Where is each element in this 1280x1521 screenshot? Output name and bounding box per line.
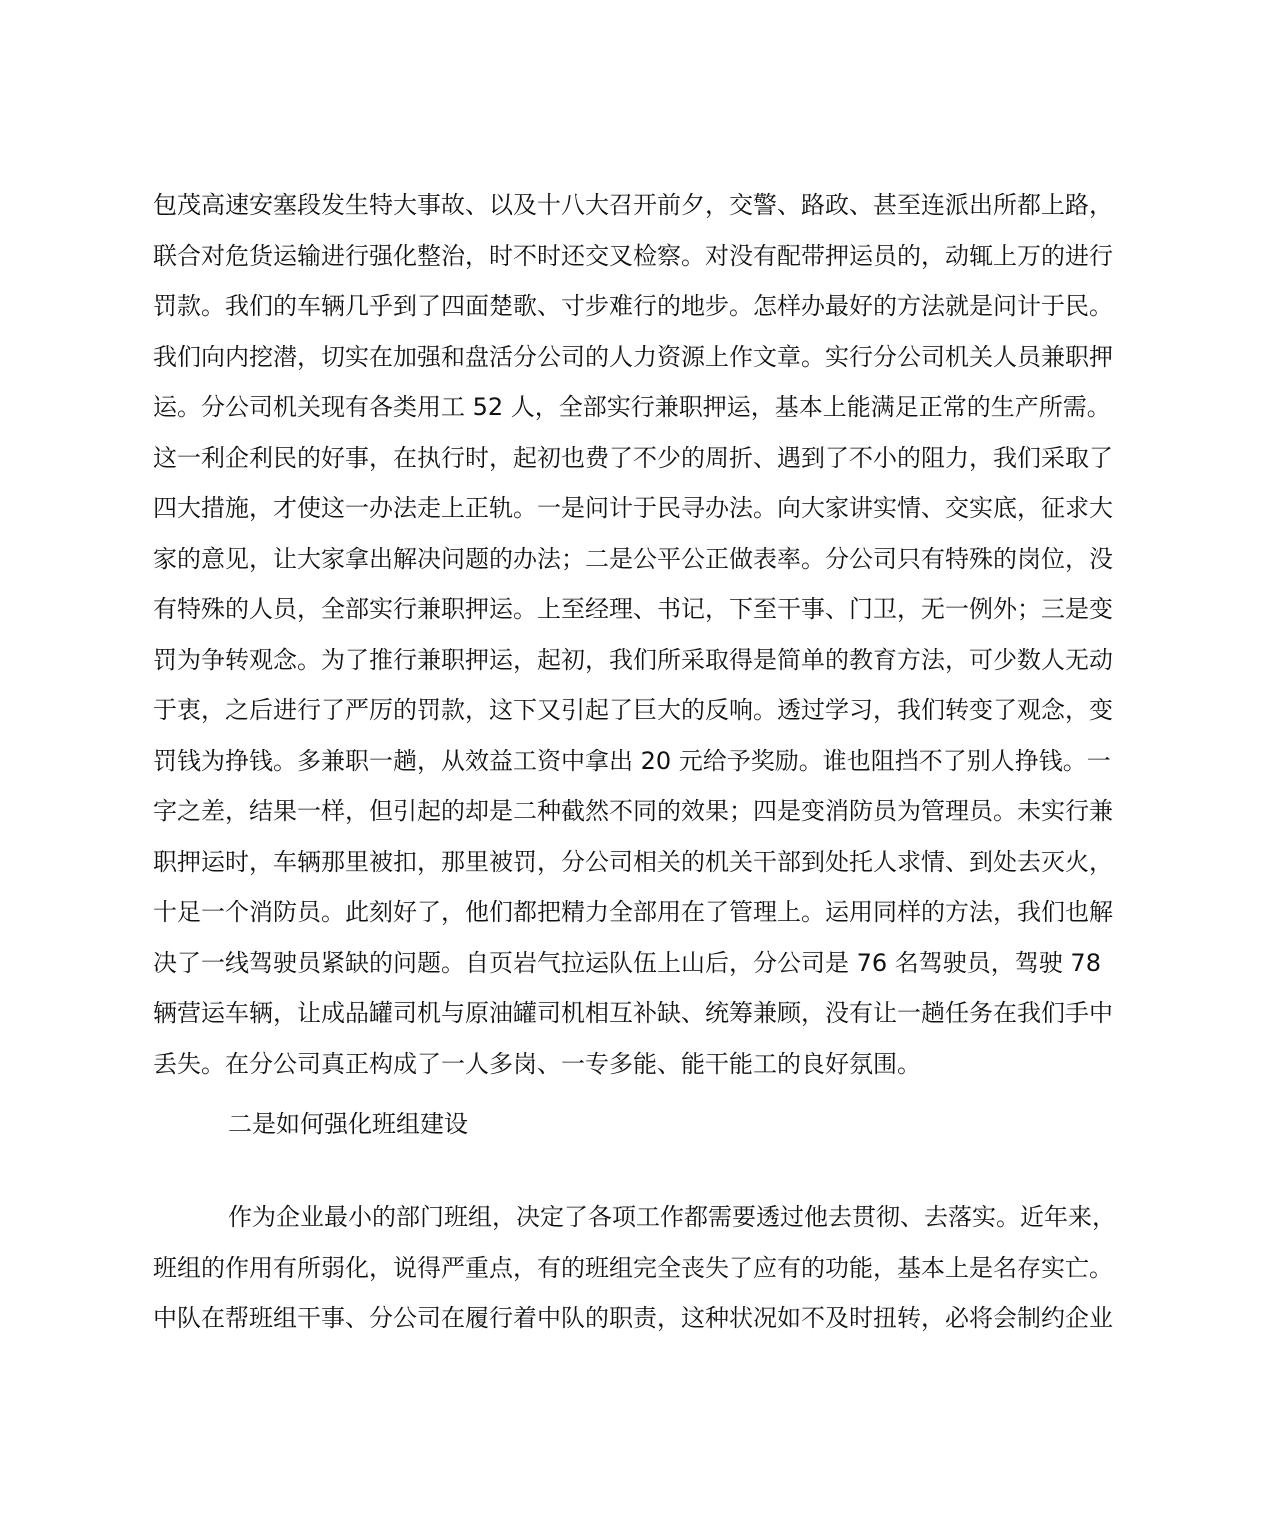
paragraph-line: 联合对危货运输进行强化整治，时不时还交叉检察。对没有配带押运员的，动辄上万的进行 (153, 241, 1113, 270)
paragraph-line: 我们向内挖潜，切实在加强和盘活分公司的人力资源上作文章。实行分公司机关人员兼职押 (153, 342, 1113, 371)
paragraph-line: 丢失。在分公司真正构成了一人多岗、一专多能、能干能工的良好氛围。 (153, 1049, 921, 1078)
paragraph-line: 四大措施，才使这一办法走上正轨。一是问计于民寻办法。向大家讲实情、交实底，征求大 (153, 494, 1113, 522)
paragraph-line: 字之差，结果一样，但引起的却是二种截然不同的效果；四是变消防员为管理员。未实行兼 (153, 797, 1113, 825)
paragraph-line: 中队在帮班组干事、分公司在履行着中队的职责，这种状况如不及时扭转，必将会制约企业 (153, 1304, 1113, 1332)
paragraph-line: 罚款。我们的车辆几乎到了四面楚歌、寸步难行的地步。怎样办最好的方法就是问计于民。 (153, 292, 1113, 320)
paragraph-line: 运。分公司机关现有各类用工 52 人，全部实行兼职押运，基本上能满足正常的生产所需。 (153, 393, 1111, 421)
paragraph-line: 于衷，之后进行了严厉的罚款，这下又引起了巨大的反响。透过学习，我们转变了观念，变 (153, 696, 1113, 724)
paragraph-line: 决了一线驾驶员紧缺的问题。自页岩气拉运队伍上山后，分公司是 76 名驾驶员，驾驶 78 (153, 948, 1101, 977)
paragraph-line: 十足一个消防员。此刻好了，他们都把精力全部用在了管理上。运用同样的方法，我们也解 (153, 898, 1113, 926)
section-heading-text: 二是如何强化班组建设 (228, 1110, 468, 1138)
paragraph-line: 家的意见，让大家拿出解决问题的办法；二是公平公正做表率。分公司只有特殊的岗位，没 (153, 544, 1113, 573)
section-heading (228, 1099, 1128, 1150)
paragraph-line: 有特殊的人员，全部实行兼职押运。上至经理、书记，下至干事、门卫，无一例外；三是变 (153, 595, 1113, 623)
paragraph-line: 包茂高速安塞段发生特大事故、以及十八大召开前夕，交警、路政、甚至连派出所都上路， (153, 191, 1113, 219)
paragraph-line: 罚钱为挣钱。多兼职一趟，从效益工资中拿出 20 元给予奖励。谁也阻挡不了别人挣钱。一 (153, 746, 1111, 775)
paragraph-2 (153, 1192, 1133, 1344)
paragraph-line: 这一利企利民的好事，在执行时，起初也费了不少的周折、遇到了不小的阻力，我们采取了 (153, 443, 1113, 472)
paragraph-1 (153, 180, 1133, 1089)
paragraph-line: 作为企业最小的部门班组，决定了各项工作都需要透过他去贯彻、去落实。近年来， (228, 1203, 1116, 1231)
paragraph-line: 罚为争转观念。为了推行兼职押运，起初，我们所采取得是简单的教育方法，可少数人无动 (153, 645, 1113, 674)
paragraph-line: 班组的作用有所弱化，说得严重点，有的班组完全丧失了应有的功能，基本上是名存实亡。 (153, 1253, 1113, 1282)
paragraph-line: 职押运时，车辆那里被扣，那里被罚，分公司相关的机关干部到处托人求情、到处去灭火， (153, 847, 1113, 876)
paragraph-line: 辆营运车辆，让成品罐司机与原油罐司机相互补缺、统筹兼顾，没有让一趟任务在我们手中 (153, 999, 1113, 1027)
